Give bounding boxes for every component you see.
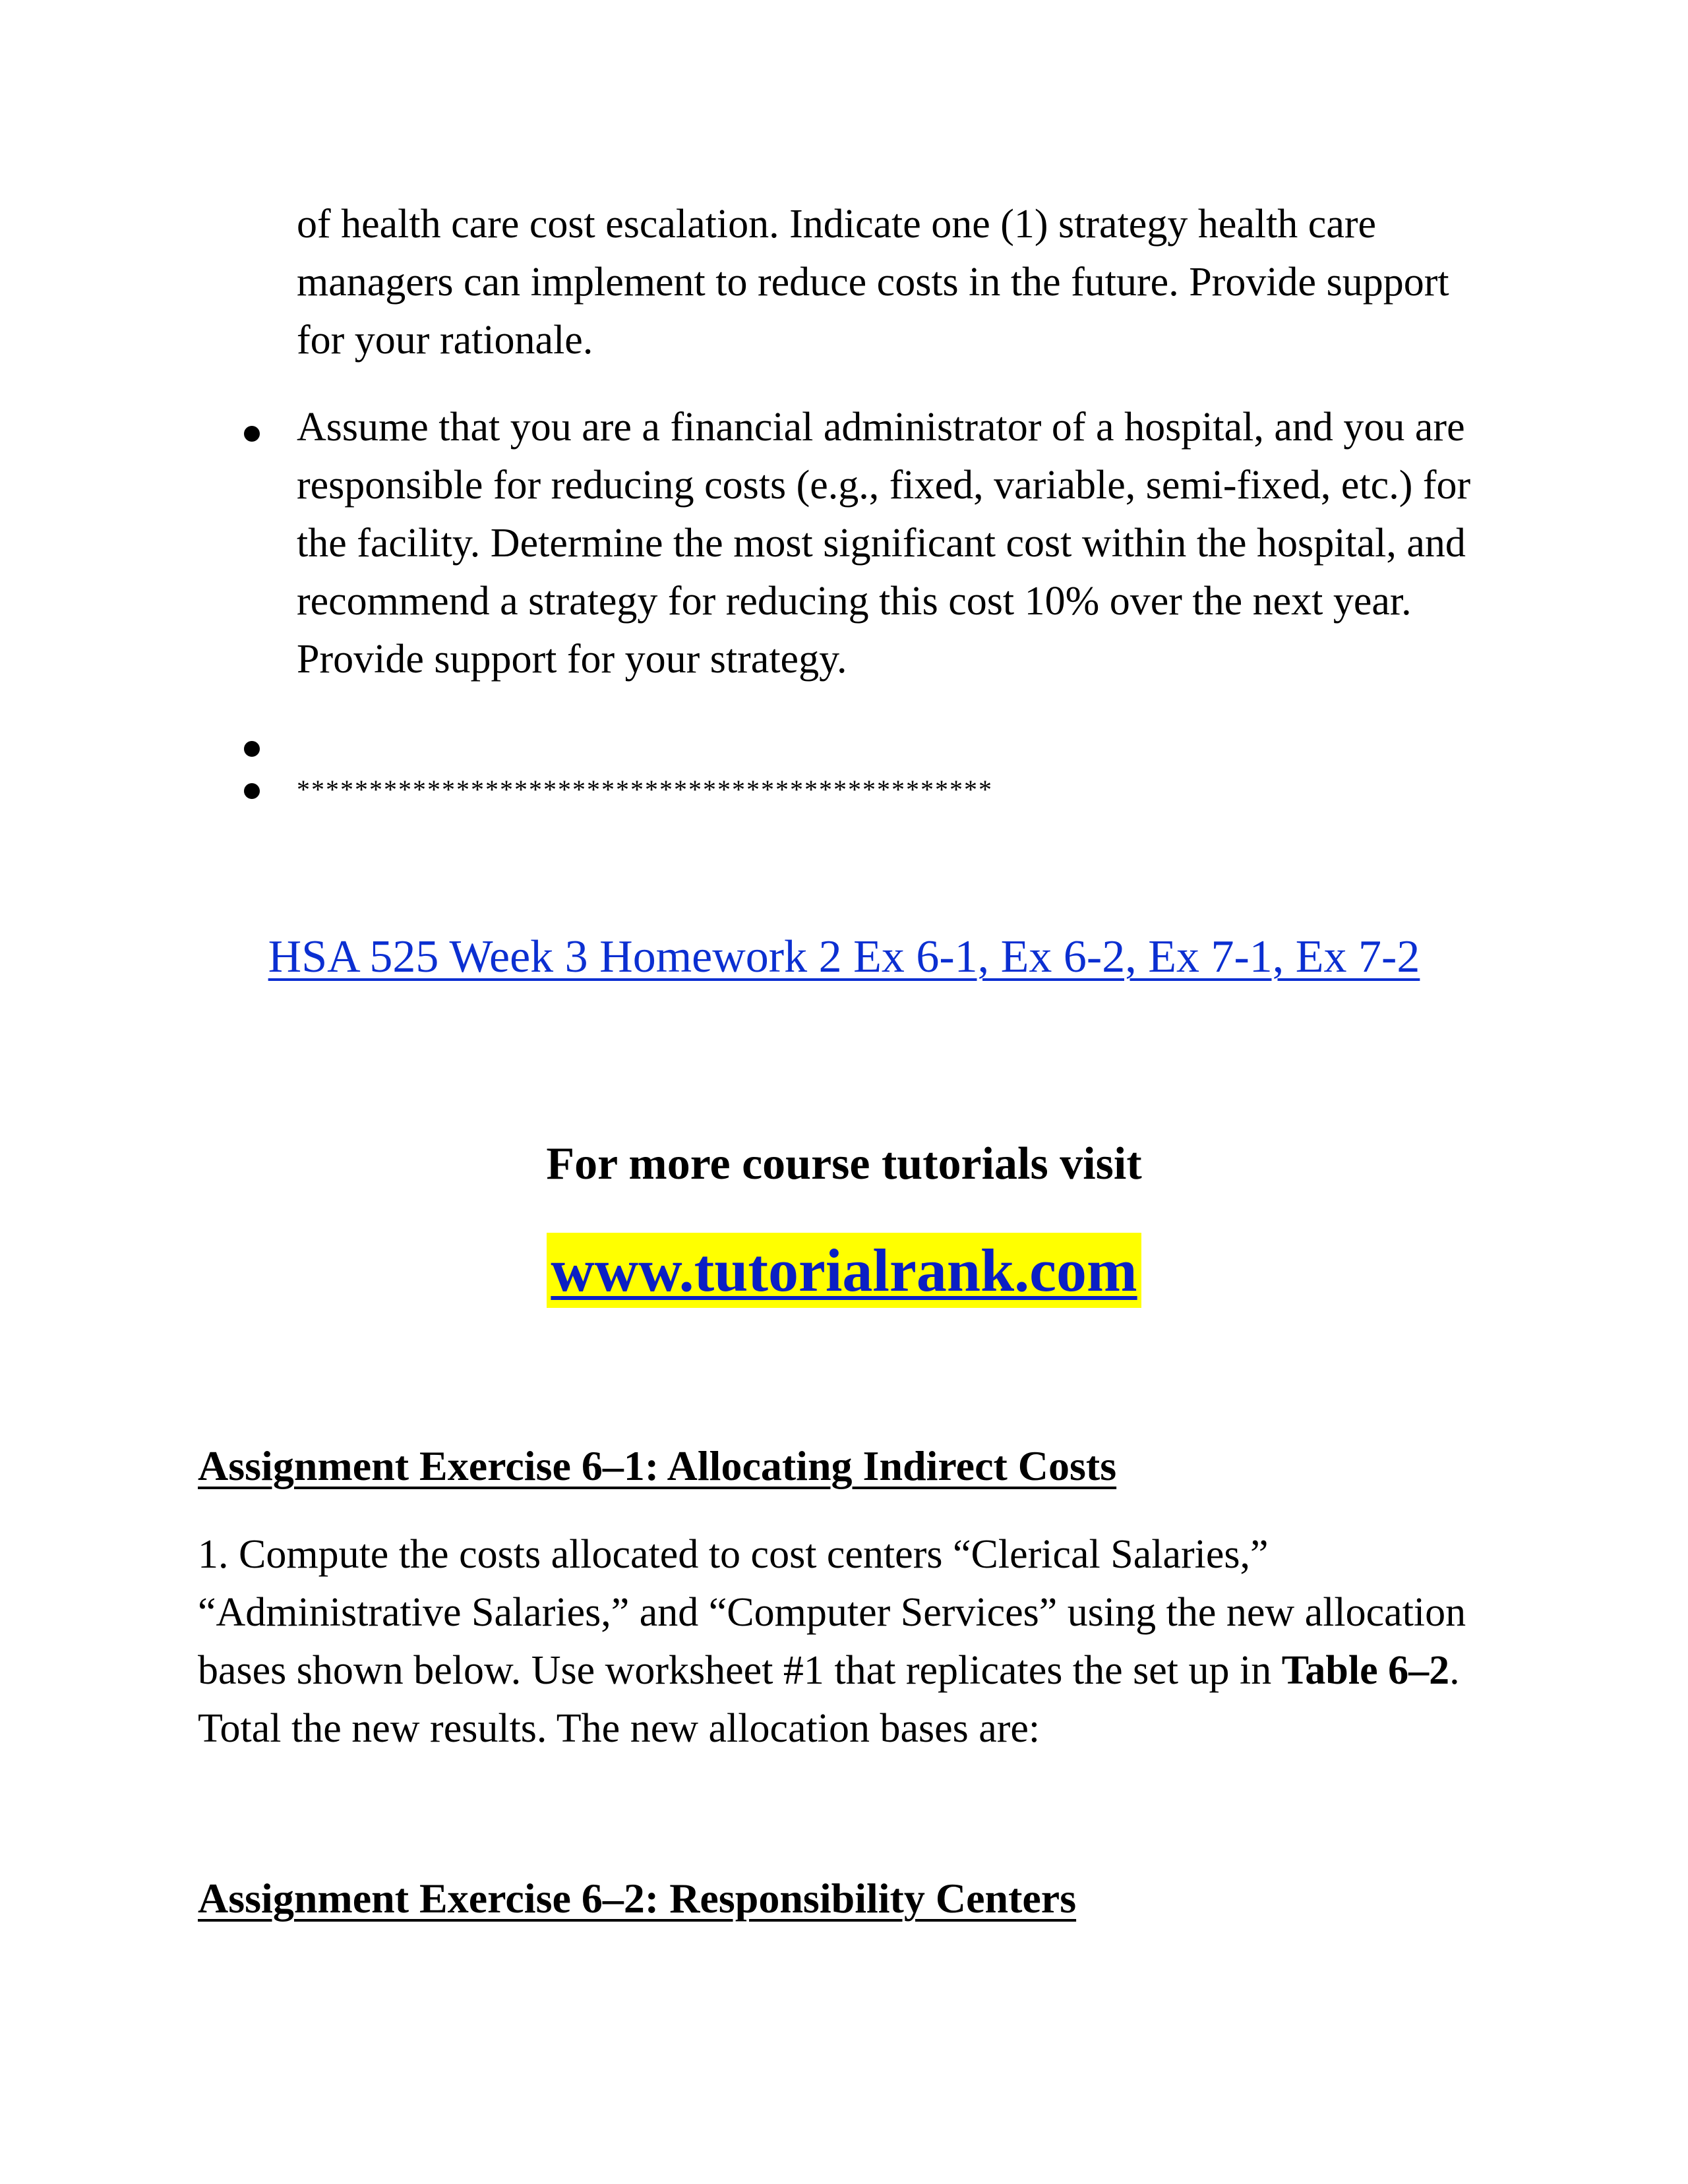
asterisk-separator: ************************************************ [297, 775, 993, 804]
exercise-6-1-heading: Assignment Exercise 6–1: Allocating Indirect Costs [198, 1442, 1117, 1489]
exercise-6-1-text-start: 1. Compute the costs allocated to cost centers “Clerical Salaries,” “Administrative Salaries,” and “Computer Services” using the new allocation bases shown below. Use worksheet #1 that replicates the set up in [198, 1532, 1466, 1693]
exercise-6-1-text-end: . Total the new results. The new allocation bases are: [198, 1648, 1460, 1751]
tutorialrank-url-link[interactable]: www.tutorialrank.com [547, 1233, 1141, 1308]
hsa-525-homework-link[interactable]: HSA 525 Week 3 Homework 2 Ex 6-1, Ex 6-2, Ex 7-1, Ex 7-2 [268, 931, 1420, 982]
bullet-dot [244, 783, 260, 799]
exercise-6-2-heading: Assignment Exercise 6–2: Responsibility Centers [198, 1875, 1077, 1922]
tutorial-url-wrapper [0, 1233, 1688, 1308]
bullet-dot [244, 426, 260, 442]
exercise-6-1-paragraph [198, 1525, 1503, 1757]
bullet-dot [244, 741, 260, 757]
bullet-item-cost-reduction: Assume that you are a financial administrator of a hospital, and you are responsible for reducing costs (e.g., fixed, variable, semi-fixed, etc.) for the facility. Determine the most significant cost within the hospital, and recommend a strategy for reducing this cost 10% over the next year. Provide support for your strategy. [297, 405, 1471, 682]
continuation-paragraph: of health care cost escalation. Indicate one (1) strategy health care managers can implement to reduce costs in the future. Provide support for your rationale. [297, 202, 1449, 363]
more-tutorials-heading: For more course tutorials visit [546, 1138, 1142, 1189]
table-6-2-reference: Table 6–2 [1281, 1648, 1450, 1693]
